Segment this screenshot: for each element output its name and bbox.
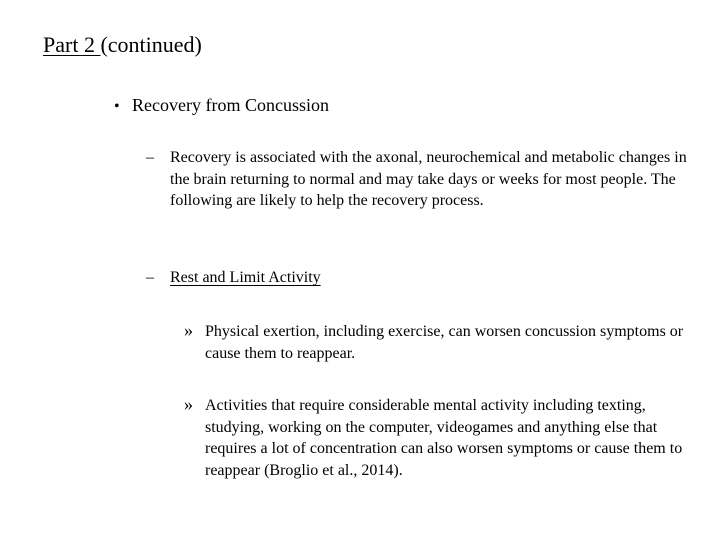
slide-title-main: Part 2: [43, 32, 101, 57]
slide-title: [43, 30, 202, 60]
detail-item-text: Physical exertion, including exercise, can worsen concussion symptoms or cause them to reappear.: [205, 323, 684, 362]
sub-item-text: Recovery is associated with the axonal, neurochemical and metabolic changes in the brain returning to normal and may take days or weeks for most people. The following are likely to help the recovery process.: [170, 149, 687, 209]
sub-item-heading: Rest and Limit Activity: [170, 269, 321, 286]
detail-item-text: Activities that require considerable mental activity including texting, studying, working on the computer, videogames and anything else that requires a lot of concentration can also worsen symptoms or cause them to reappear (Broglio et al., 2014).: [205, 397, 683, 479]
dash-marker: –: [146, 269, 154, 286]
chevron-marker: »: [184, 320, 193, 340]
chevron-marker: »: [184, 394, 193, 414]
bullet-recovery-from-concussion: [114, 94, 329, 118]
bullet-marker: •: [114, 98, 120, 115]
bullet-text: Recovery from Concussion: [132, 95, 329, 115]
dash-marker: –: [146, 149, 154, 166]
slide-title-rest: (continued): [100, 32, 202, 57]
